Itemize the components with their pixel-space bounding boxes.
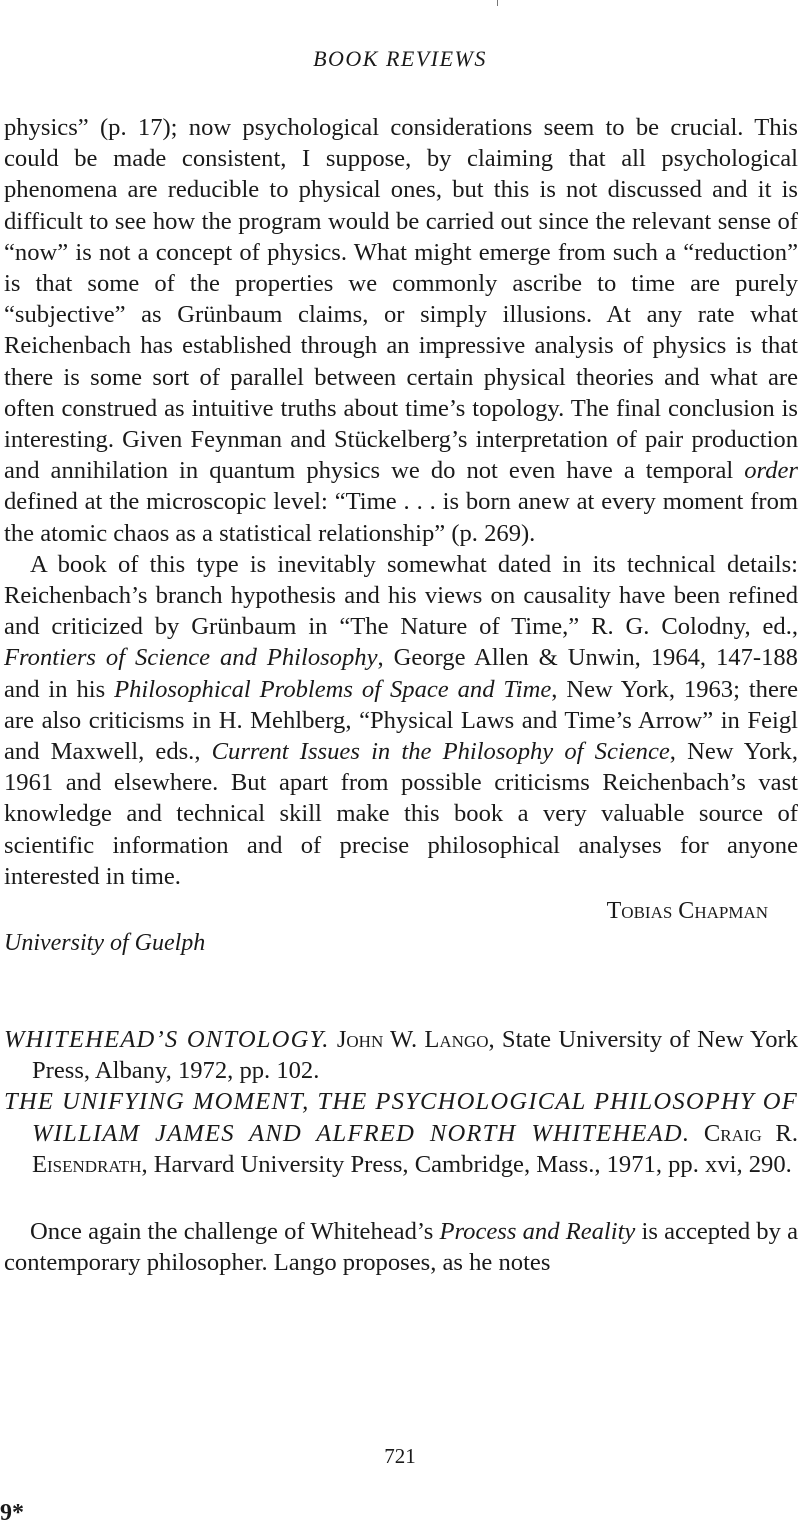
page-edge-mark [497,0,498,6]
running-head: BOOK REVIEWS [313,46,487,71]
paragraph-2-text: , New York, 1961 and elsewhere. But apart from possible criticisms Reichenbach’s vast knowledge and technical skill make this book a very valuable source of scientific information and of precise philosophical analyses for anyone interested in time. [4,738,799,890]
book-title: THE UNIFYING MOMENT, THE PSYCHOLOGICAL PHILOSOPHY OF WILLIAM JAMES AND ALFRED NORTH WHITEHEAD. [4,1088,798,1147]
book-author: Craig R. Eisendrath [32,1119,798,1178]
citation-title: Process and Reality [439,1218,636,1246]
reviewer-affiliation: University of Guelph [4,930,206,957]
book-entry-1 [4,1024,798,1086]
paragraph-3-text: Once again the challenge of Whitehead’s [30,1218,440,1246]
paragraph-1 [4,112,798,549]
paragraph-2 [4,549,798,892]
paragraph-3-text: is accepted by a contemporary philosopher. Lango proposes, as he notes [4,1218,798,1277]
citation-title: Current Issues in the Philosophy of Science [211,738,670,766]
paragraph-3 [4,1216,798,1278]
reviewer-name: Tobias Chapman [606,898,768,925]
book-author: John W. Lango [336,1026,489,1054]
page-number: 721 [384,1444,416,1468]
paragraph-2-text: , George Allen & Unwin, 1964, 147-188 and in his [4,644,798,703]
book-details: , State University of New York Press, Albany, 1972, pp. 102. [32,1026,798,1085]
paragraph-2-text: , New York, 1963; there are also criticisms in H. Mehlberg, “Physical Laws and Time’s Arrow” in Feigl and Maxwell, eds., [4,675,798,766]
paragraph-1-text-after: defined at the microscopic level: “Time . . . is born anew at every moment from the atomic chaos as a statistical relationship” (p. 269). [4,488,798,547]
book-title: WHITEHEAD’S ONTOLOGY. [4,1026,330,1054]
book-entry-2 [4,1086,798,1180]
review-body [4,112,798,1279]
paragraph-1-text: physics” (p. 17); now psychological considerations seem to be crucial. This could be made consistent, I suppose, by claiming that all psychological phenomena are reducible to physical ones, but this is not discussed and it is difficult to see how the program would be carried out since the relevant sense of “now” is not a concept of physics. What might emerge from such a “reduction” is that some of the properties we commonly ascribe to time are purely “subjective” as Grünbaum claims, or simply illusions. At any rate what Reichenbach has established through an impressive analysis of physics is that there is some sort of parallel between certain physical theories and what are often construed as intuitive truths about time’s topology. The final conclusion is interesting. Given Feynman and Stückelberg’s interpretation of pair production and annihilation in quantum physics we do not even have a temporal [4,114,798,485]
paragraph-1-italic: order [744,457,798,485]
book-details: , Harvard University Press, Cambridge, Mass., 1971, pp. xvi, 290. [141,1150,792,1178]
paragraph-2-text: A book of this type is inevitably somewhat dated in its technical details: Reichenbach’s branch hypothesis and his views on causality have been refined and criticized by Grünbaum in “The Nature of Time,” R. G. Colodny, ed., [4,550,798,641]
citation-title: Philosophical Problems of Space and Time [114,675,552,703]
citation-title: Frontiers of Science and Philosophy [4,644,378,672]
signature-mark: 9* [0,1500,24,1526]
